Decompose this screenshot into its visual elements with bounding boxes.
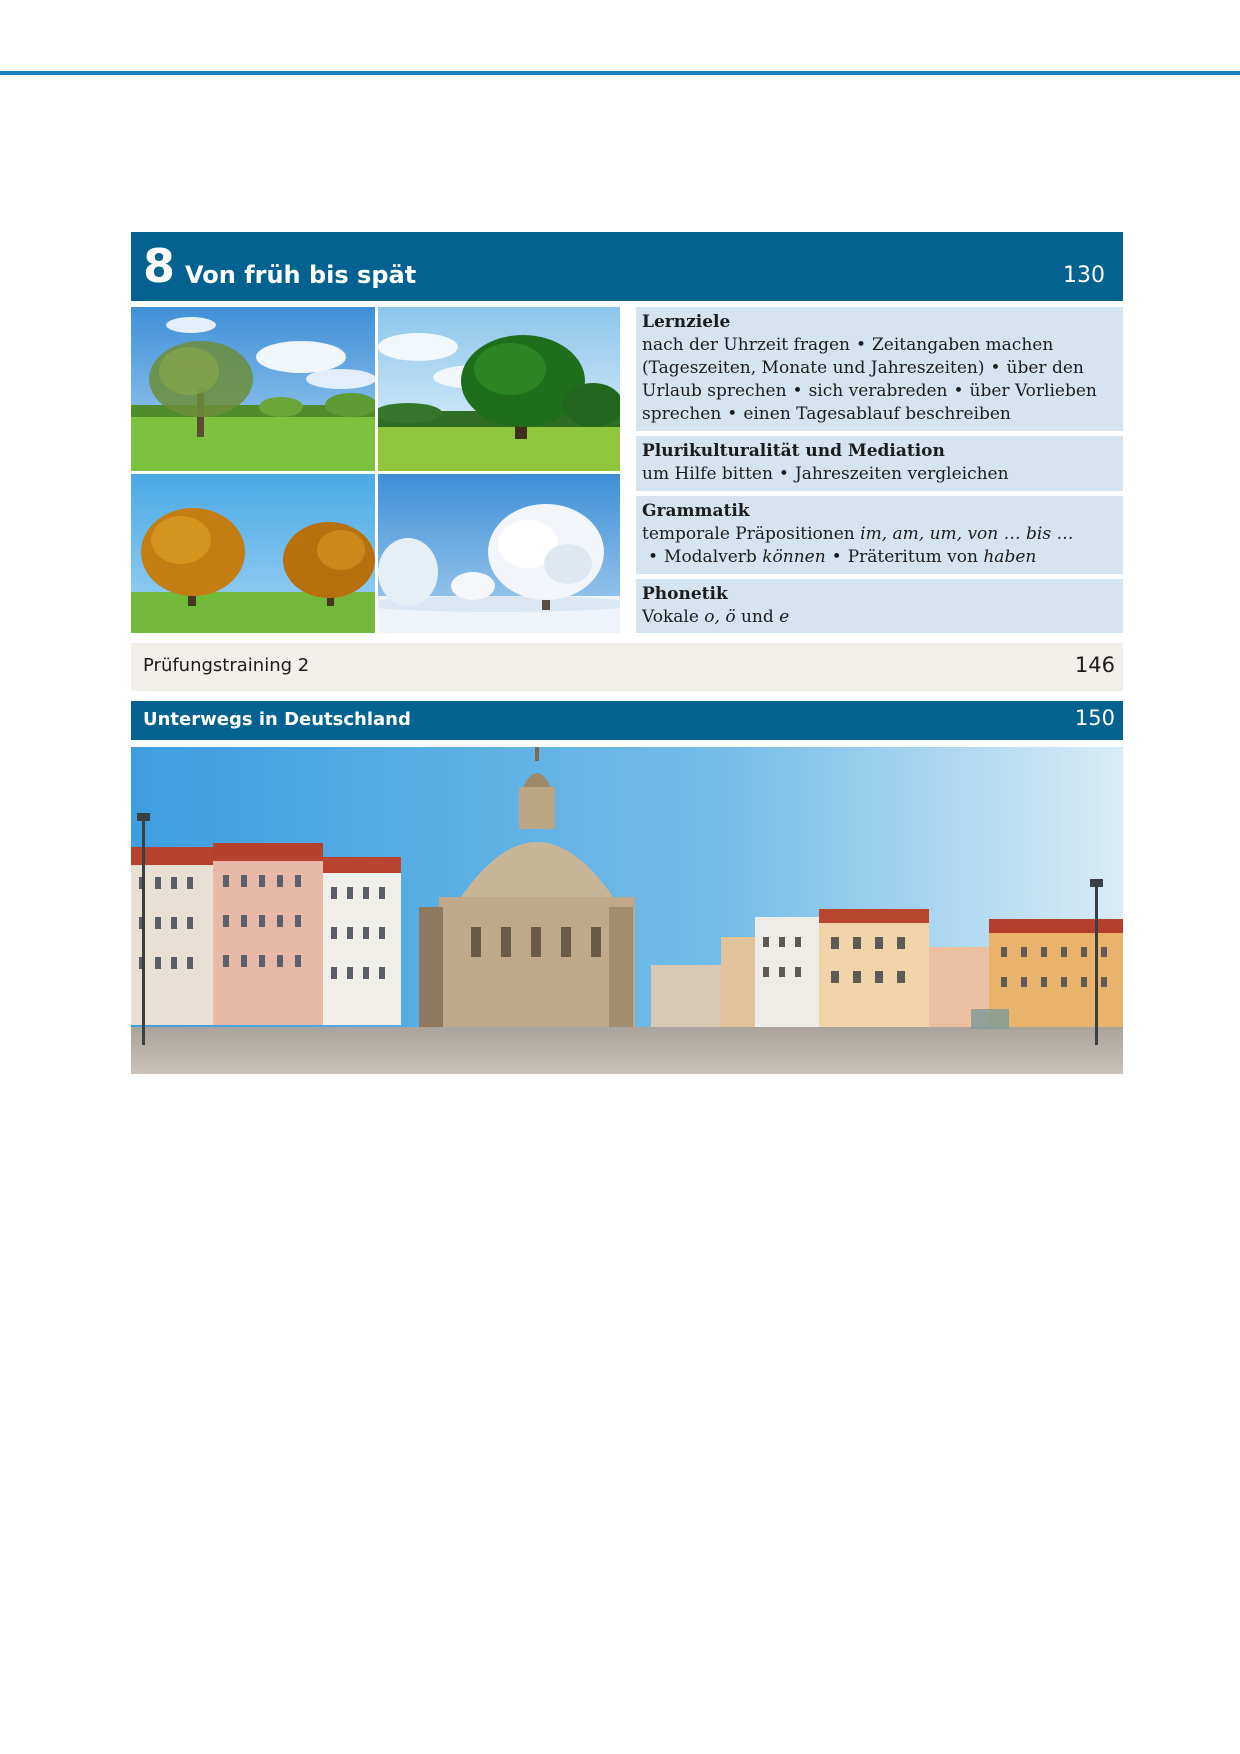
chapter-header [131, 232, 1123, 301]
mediation-heading: Plurikulturalität und Mediation [642, 441, 945, 461]
bullet-separator: • [648, 547, 659, 567]
phonetik-text-part: und [740, 607, 774, 627]
phonetik-italic-part: e [779, 607, 790, 627]
bullet-separator: • [792, 381, 803, 401]
phonetik-box [636, 579, 1123, 633]
mediation-item: um Hilfe bitten [642, 464, 773, 484]
bullet-separator: • [778, 464, 789, 484]
lernziele-box [636, 307, 1123, 431]
bullet-separator: • [855, 335, 866, 355]
lernziele-item: sich verabreden [808, 381, 948, 401]
phonetik-heading: Phonetik [642, 584, 728, 604]
phonetik-italic-part: o, ö [704, 607, 736, 627]
training-bar [131, 643, 1123, 691]
bullet-separator: • [727, 404, 738, 424]
mediation-list [642, 463, 1117, 486]
training-page-number: 146 [1074, 653, 1115, 677]
tree-summer-photo [378, 307, 620, 471]
lernziele-item: nach der Uhrzeit fragen [642, 335, 850, 355]
tree-winter-photo [378, 474, 620, 633]
grammatik-item-text: temporale Präpositionen [642, 524, 855, 544]
lernziele-item: Zeitangaben machen (Tageszeiten, Monate und Jahreszeiten) [642, 335, 1054, 378]
chapter-title: Von früh bis spät [185, 261, 417, 289]
phonetik-text-part: Vokale [642, 607, 699, 627]
tree-spring-photo [131, 307, 375, 471]
bullet-separator: • [953, 381, 964, 401]
grammatik-box [636, 496, 1123, 574]
phonetik-text [642, 606, 1117, 629]
grammatik-list [642, 523, 1117, 569]
bullet-separator: • [831, 547, 842, 567]
travel-label: Unterwegs in Deutschland [143, 709, 411, 730]
grammatik-item-italic: haben [983, 547, 1037, 567]
bullet-separator: • [990, 358, 1001, 378]
dresden-neumarkt-panorama-photo [131, 747, 1123, 1074]
grammatik-item-italic: können [762, 547, 826, 567]
grammatik-heading: Grammatik [642, 501, 750, 521]
lernziele-list [642, 334, 1117, 426]
travel-page-number: 150 [1074, 706, 1115, 730]
grammatik-item-text: Modalverb [664, 547, 757, 567]
travel-bar [131, 701, 1123, 740]
chapter-page-number: 130 [1063, 263, 1105, 288]
mediation-box [636, 436, 1123, 491]
training-label: Prüfungstraining 2 [143, 655, 310, 676]
lernziele-heading: Lernziele [642, 312, 731, 332]
grammatik-item-text: Präteritum von [847, 547, 978, 567]
top-rule [0, 71, 1240, 75]
grammatik-item-italic: im, am, um, von … bis … [860, 524, 1074, 544]
mediation-item: Jahreszeiten vergleichen [794, 464, 1009, 484]
tree-autumn-photo [131, 474, 375, 633]
lernziele-item: über den Urlaub sprechen [642, 358, 1084, 401]
lernziele-item: einen Tagesablauf beschreiben [743, 404, 1011, 424]
lernziele-item: über Vorlieben sprechen [642, 381, 1097, 424]
chapter-number: 8 [143, 239, 176, 293]
